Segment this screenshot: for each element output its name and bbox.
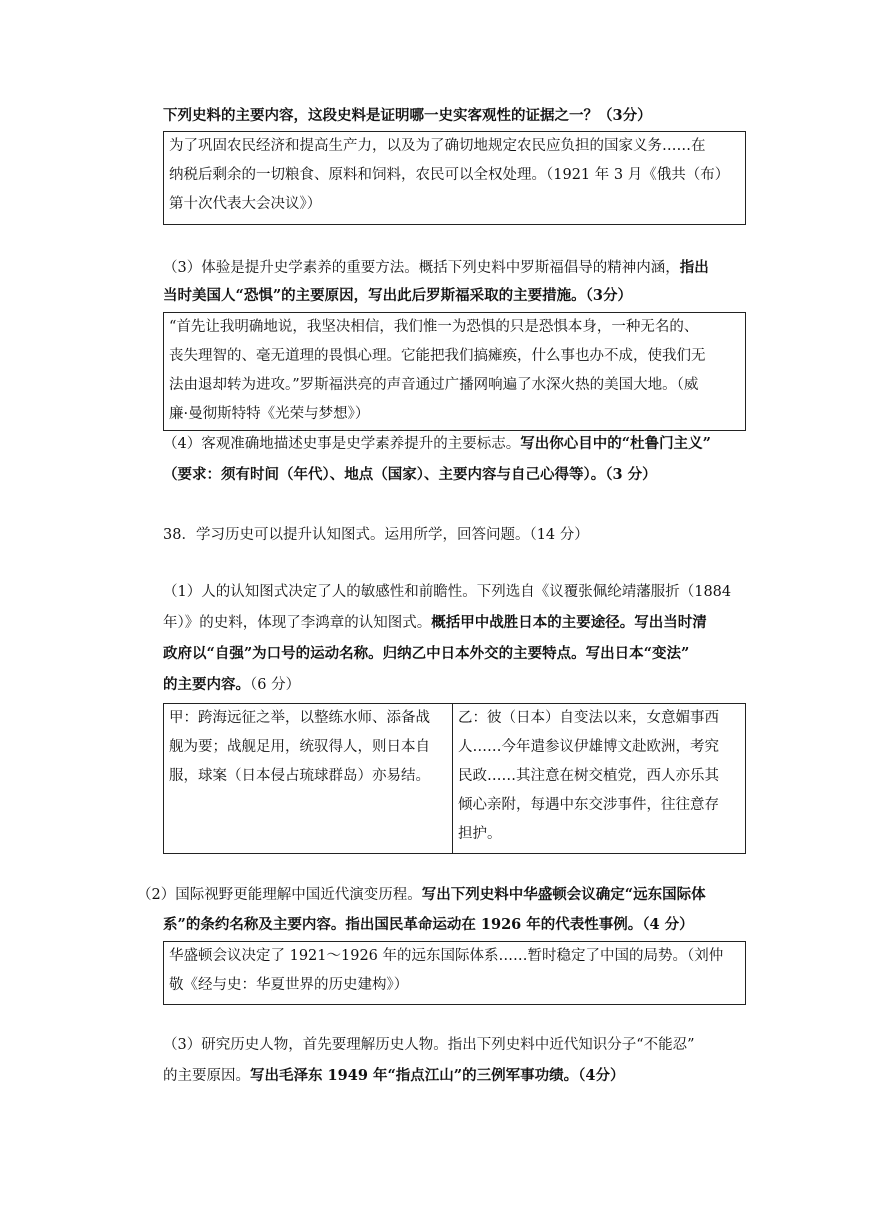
q37-part4-line2: （要求：须有时间（年代）、地点（国家）、主要内容与自己心得等）。（3 分） — [163, 466, 657, 483]
source-line: 担护。 — [458, 826, 502, 842]
source-line: 第十次代表大会决议》） — [169, 196, 322, 212]
source-cell-yi — [453, 704, 746, 854]
q37-part4-bold1: 写出你心目中的“杜鲁门主义” — [520, 435, 711, 452]
source-line: 廉·曼彻斯特特《光荣与梦想》） — [169, 406, 370, 422]
source-line: 倾心亲附，每遇中东交涉事件，往往意存 — [458, 797, 719, 813]
q37-part3-bold1: 指出 — [679, 259, 709, 276]
q38-part2-line2: 系”的条约名称及主要内容。指出国民革命运动在 1926 年的代表性事例。（4 分） — [163, 916, 694, 933]
source-line: “首先让我明确地说，我坚决相信，我们惟一为恐惧的只是恐惧本身，一种无名的、 — [169, 319, 699, 335]
q38-part1-line1: （1）人的认知图式决定了人的敏感性和前瞻性。下列选自《议覆张佩纶靖藩服折（1884 — [163, 584, 732, 600]
source-line: 乙：彼（日本）自变法以来，女意媚事西 — [458, 710, 719, 726]
source-line: 敬《经与史：华夏世界的历史建构》） — [169, 977, 409, 993]
source-line: 华盛顿会议决定了 1921～1926 年的远东国际体系……暂时稳定了中国的局势。（刘仲 — [169, 948, 724, 964]
source-line: 舰为要；战舰足用，统驭得人，则日本自 — [169, 739, 430, 755]
q37-part3-line2: 当时美国人“恐惧”的主要原因，写出此后罗斯福采取的主要措施。（3分） — [163, 287, 633, 304]
q38-part1-line2 — [163, 613, 707, 633]
q37-part4-intro: （4）客观准确地描述史事是史学素养提升的主要标志。 — [163, 436, 521, 452]
source-line: 丧失理智的、毫无道理的畏惧心理。它能把我们搞瘫痪，什么事也办不成，使我们无 — [169, 348, 706, 364]
q38-part1-line4-bold: 的主要内容。 — [163, 676, 250, 693]
q38-part1-line3: 政府以“自强”为口号的运动名称。归纳乙中日本外交的主要特点。写出日本“变法” — [163, 645, 690, 662]
source-line: 民政……其注意在树交植党，西人亦乐其 — [458, 768, 719, 784]
q37-part3-intro: （3）体验是提升史学素养的重要方法。概括下列史料中罗斯福倡导的精神内涵， — [163, 260, 680, 276]
q38-part2-line1-normal: （2）国际视野更能理解中国近代演变历程。 — [137, 887, 422, 903]
q37-part3-source-box — [163, 312, 746, 431]
q37-part4-line1 — [163, 434, 711, 454]
q38-part2-line1 — [137, 885, 706, 905]
source-line: 人……今年遣参议伊雄博文赴欧洲，考究 — [458, 739, 719, 755]
q37-part2-source-box — [163, 131, 746, 225]
q38-part1-line2-bold: 概括甲中战胜日本的主要途径。写出当时清 — [431, 614, 707, 631]
source-line: 甲：跨海远征之举，以整练水师、添备战 — [169, 710, 430, 726]
q38-part1-line4-normal: （6 分） — [250, 677, 301, 693]
q38-part1-source-table — [163, 703, 746, 854]
q38-part1-line4 — [163, 675, 300, 695]
q37-part2-prompt: 下列史料的主要内容，这段史料是证明哪一史实客观性的证据之一？（3分） — [163, 107, 652, 124]
q38-part3-line2 — [163, 1066, 624, 1086]
source-line: 服，球案（日本侵占琉球群岛）亦易结。 — [169, 768, 430, 784]
q38-part3-line2-normal: 的主要原因。 — [163, 1068, 250, 1084]
q37-part3-line1 — [163, 258, 709, 278]
source-line: 法由退却转为进攻。”罗斯福洪亮的声音通过广播网响遍了水深火热的美国大地。（威 — [169, 377, 699, 393]
q38-part2-line1-bold: 写出下列史料中华盛顿会议确定“远东国际体 — [421, 886, 706, 903]
source-line: 为了巩固农民经济和提高生产力，以及为了确切地规定农民应负担的国家义务……在 — [169, 138, 706, 154]
q38-part3-line2-bold: 写出毛泽东 1949 年“指点江山”的三例军事功绩。（4分） — [250, 1067, 625, 1084]
source-line: 纳税后剩余的一切粮食、原料和饲料，农民可以全权处理。（1921 年 3 月《俄共（布） — [169, 167, 730, 183]
q38-part2-source-box — [163, 941, 746, 1005]
q38-part1-line2-normal: 年）》的史料，体现了李鸿章的认知图式。 — [163, 615, 432, 631]
q38-title: 38．学习历史可以提升认知图式。运用所学，回答问题。（14 分） — [163, 527, 589, 543]
source-cell-jia — [164, 704, 453, 854]
q38-part3-line1: （3）研究历史人物，首先要理解历史人物。指出下列史料中近代知识分子“不能忍” — [163, 1037, 695, 1053]
